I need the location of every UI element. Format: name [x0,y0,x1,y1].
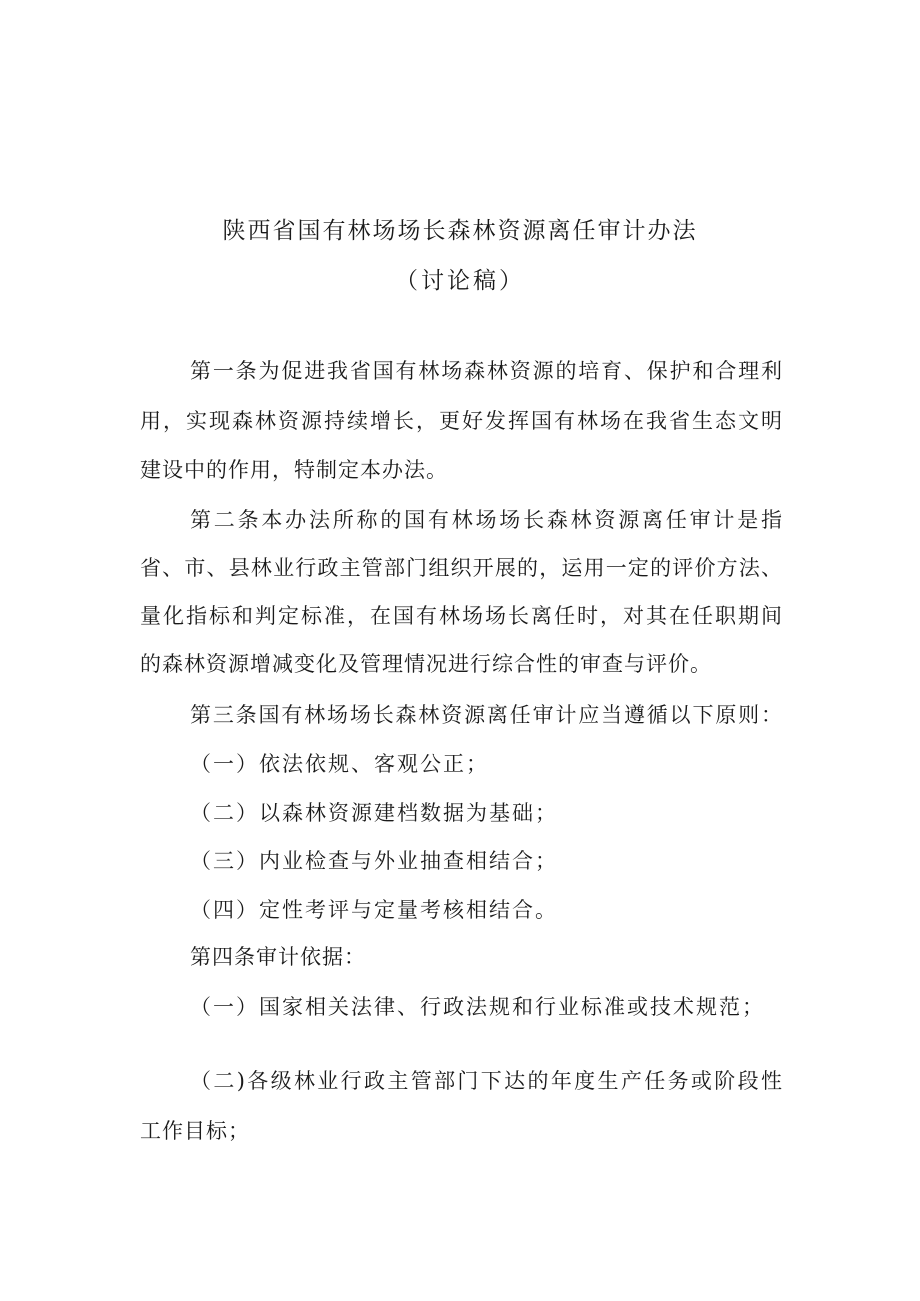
article-3-item: （一）依法依规、客观公正； [190,752,489,776]
article-1-line-1: 第一条为促进我省国有林场森林资源的培育、保护和合理利 [190,359,782,383]
article-4-item-1: （一）国家相关法律、行政法规和行业标准或技术规范； [190,995,765,1019]
article-1-line-2: 用，实现森林资源持续增长，更好发挥国有林场在我省生态文明 [140,409,782,433]
document-subtitle: （讨论稿） [395,268,525,294]
article-2-line-4: 的森林资源增减变化及管理情况进行综合性的审查与评价。 [140,652,712,676]
article-1-line-3: 建设中的作用，特制定本办法。 [140,458,448,482]
article-3-item: （三）内业检查与外业抽查相结合； [190,849,558,873]
article-4-line-1: 第四条审计依据： [190,945,366,969]
article-4-item-2-line-2: 工作目标； [140,1119,250,1143]
article-4-item-2-line-1: （二)各级林业行政主管部门下达的年度生产任务或阶段性 [190,1069,782,1093]
article-2-line-3: 量化指标和判定标准，在国有林场场长离任时，对其在任职期间 [140,604,782,628]
article-3-item: （四）定性考评与定量考核相结合。 [190,898,558,922]
article-3-line-1: 第三条国有林场场长森林资源离任审计应当遵循以下原则： [190,703,782,727]
document-title: 陕西省国有林场场长森林资源离任审计办法 [222,218,698,244]
article-3-item: （二）以森林资源建档数据为基础； [190,801,558,825]
article-2-line-2: 省、市、县林业行政主管部门组织开展的，运用一定的评价方法、 [140,556,782,580]
article-2-line-1: 第二条本办法所称的国有林场场长森林资源离任审计是指 [190,508,782,532]
